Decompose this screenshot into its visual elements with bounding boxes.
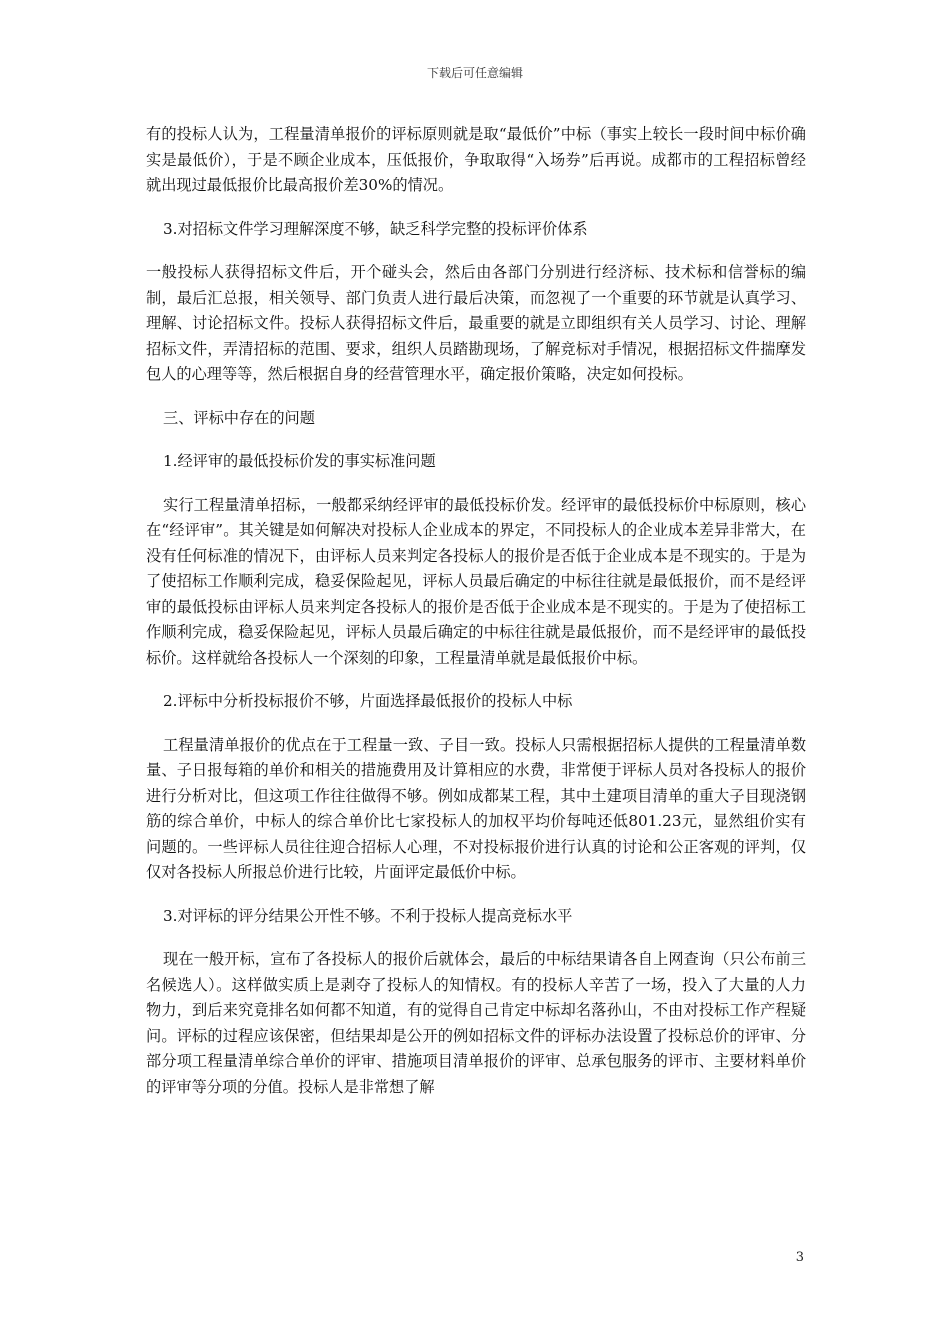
paragraph: 现在一般开标，宣布了各投标人的报价后就体会，最后的中标结果请各自上网查询（只公布前三名候选人）。这样做实质上是剥夺了投标人的知情权。有的投标人辛苦了一场，投入了大量的人力物力，到后来究竟排名如何都不知道，有的觉得自己肯定中标却名落孙山，不由对投标工作产程疑问。评标的过程应该保密，但结果却是公开的例如招标文件的评标办法设置了投标总价的评审、分部分项工程量清单综合单价的评审、措施项目清单报价的评审、总承包服务的评市、主要材料单价的评审等分项的分值。投标人是非常想了解 xyxy=(146,950,806,1096)
section-heading: 三、评标中存在的问题 xyxy=(163,408,315,427)
paragraph: 一般投标人获得招标文件后，开个碰头会，然后由各部门分别进行经济标、技术标和信誉标的编制，最后汇总报，相关领导、部门负责人进行最后决策，而忽视了一个重要的环节就是认真学习、理解、讨论招标文件。投标人获得招标文件后，最重要的就是立即组织有关人员学习、讨论、理解招标文件，弄清招标的范围、要求，组织人员踏勘现场，了解竞标对手情况，根据招标文件揣摩发包人的心理等等，然后根据自身的经营管理水平，确定报价策略，决定如何投标。 xyxy=(146,263,806,383)
section-heading: 1.经评审的最低投标价发的事实标准问题 xyxy=(163,452,436,470)
section-heading: 3.对评标的评分结果公开性不够。不利于投标人提高竞标水平 xyxy=(163,906,573,925)
paragraph: 有的投标人认为，工程量清单报价的评标原则就是取“最低价”中标（事实上较长一段时间中标价确实是最低价），于是不顾企业成本，压低报价，争取取得“入场券”后再说。成都市的工程招标曾经就出现过最低报价比最高报价差30%的情况。 xyxy=(146,125,806,194)
page-number: 3 xyxy=(795,1250,804,1265)
section-heading: 3.对招标文件学习理解深度不够，缺乏科学完整的投标评价体系 xyxy=(163,219,588,238)
section-heading: 2.评标中分析投标报价不够，片面选择最低报价的投标人中标 xyxy=(163,692,573,710)
page-header: 下载后可任意编辑 xyxy=(426,66,523,80)
paragraph: 实行工程量清单招标，一般都采纳经评审的最低投标价发。经评审的最低投标价中标原则，核心在“经评审”。其关键是如何解决对投标人企业成本的界定，不同投标人的企业成本差异非常大，在没有任何标准的情况下，由评标人员来判定各投标人的报价是否低于企业成本是不现实的。于是为了使招标工作顺利完成，稳妥保险起见，评标人员最后确定的中标往往就是最低报价，而不是经评审的最低投标由评标人员来判定各投标人的报价是否低于企业成本是不现实的。于是为了使招标工作顺利完成，稳妥保险起见，评标人员最后确定的中标往往就是最低报价，而不是经评审的最低投标价。这样就给各投标人一个深刻的印象，工程量清单就是最低报价中标。 xyxy=(146,495,806,667)
paragraph: 工程量清单报价的优点在于工程量一致、子目一致。投标人只需根据招标人提供的工程量清单数量、子日报每箱的单价和相关的措施费用及计算相应的水费，非常便于评标人员对各投标人的报价进行分析对比，但这项工作往往做得不够。例如成都某工程，其中土建项目清单的重大子目现浇钢筋的综合单价，中标人的综合单价比七家投标人的加权平均价每吨还低801.23元，显然组价实有问题的。一些评标人员往往迎合招标人心理，不对投标报价进行认真的讨论和公正客观的评判，仅仅对各投标人所报总价进行比较，片面评定最低价中标。 xyxy=(146,735,806,881)
document-body xyxy=(146,122,806,1118)
